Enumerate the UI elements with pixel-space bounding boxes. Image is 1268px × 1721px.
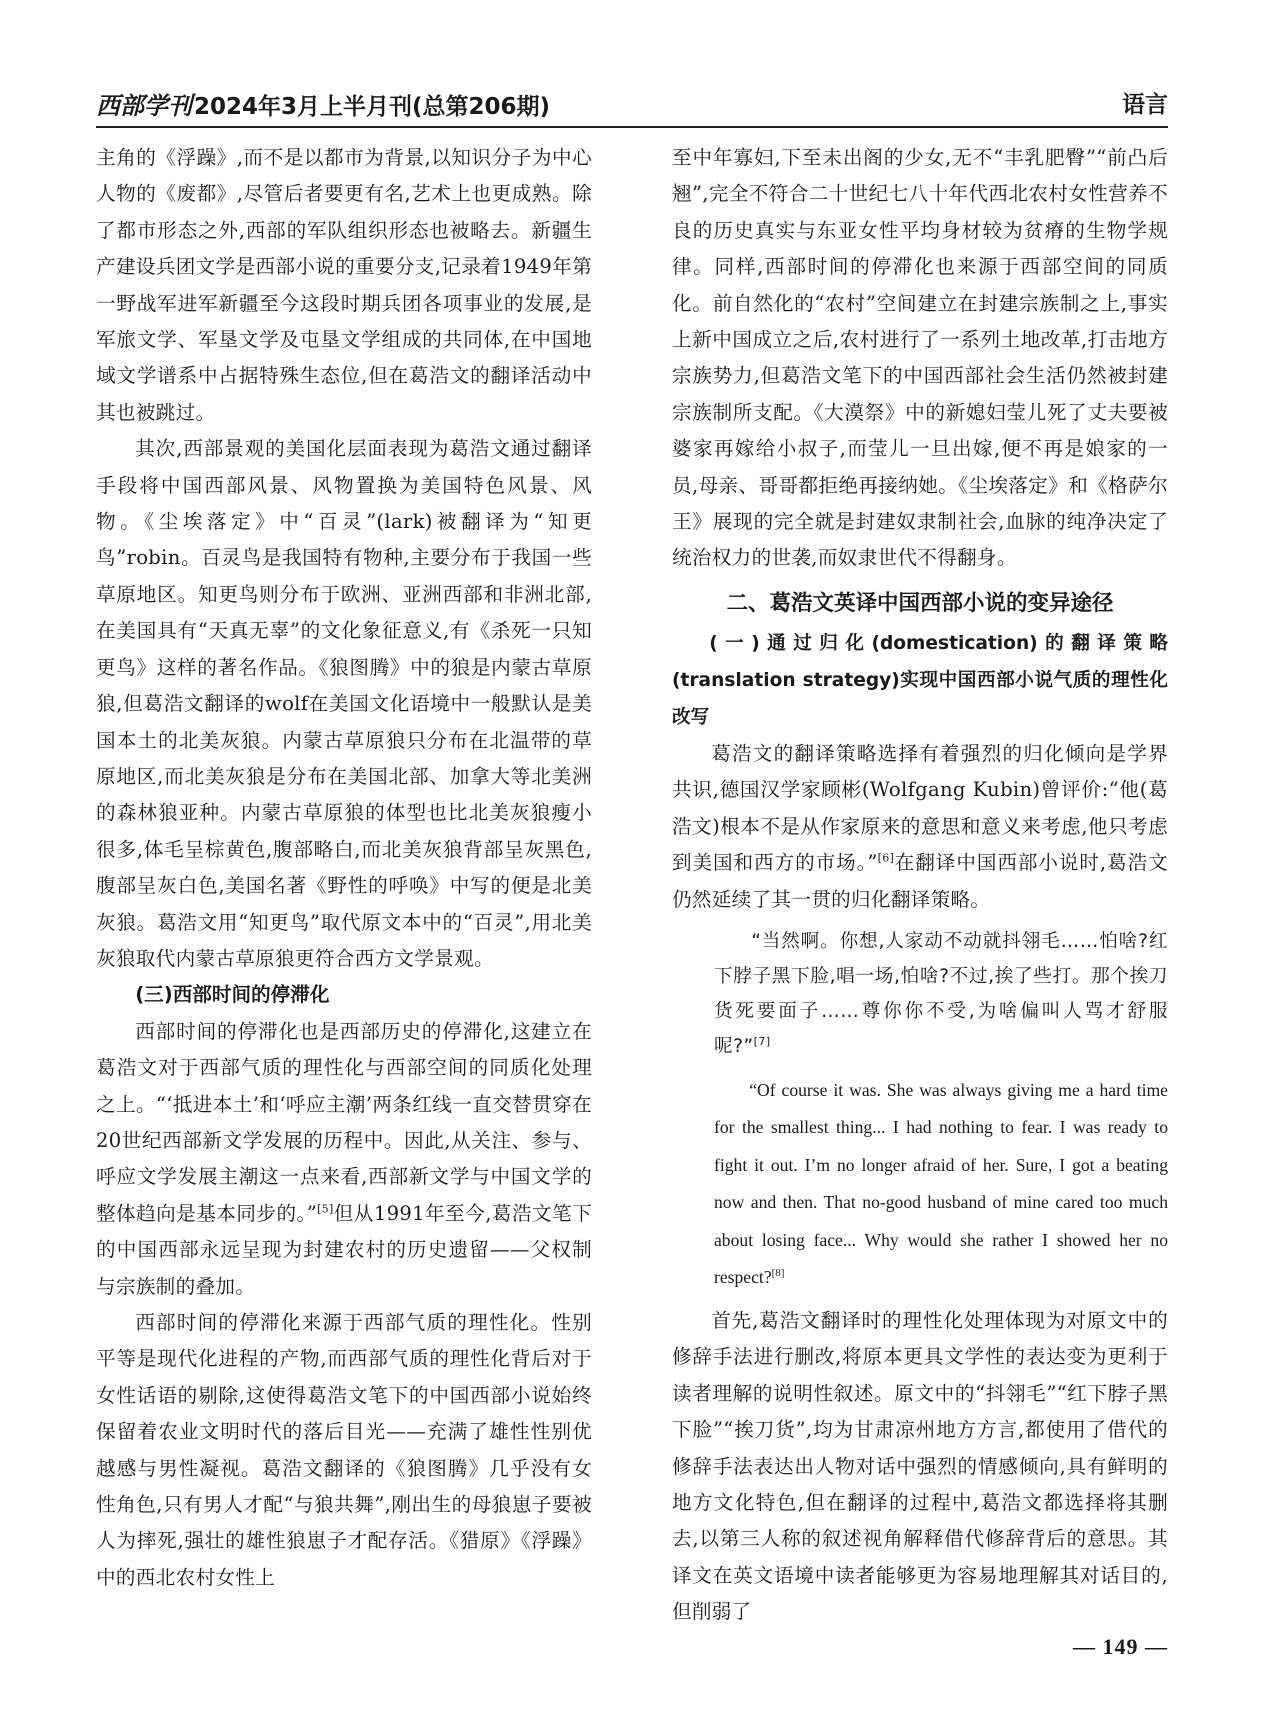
paragraph-domestication — [672, 736, 1168, 918]
page-number: — 149 — — [1073, 1634, 1168, 1659]
paragraph-gender: 西部时间的停滞化来源于西部气质的理性化。性别平等是现代化进程的产物,而西部气质的理性化背后对于女性话语的剔除,这使得葛浩文笔下的中国西部小说始终保留着农业文明时代的落后目光——充满了雄性性别优越感与男性凝视。葛浩文翻译的《狼图腾》几乎没有女性角色,只有男人才配“与狼共舞”,刚出生的母狼崽子要被人为摔死,强壮的雄性狼崽子才配存活。《猎原》《浮躁》中的西北农村女性上 — [96, 1311, 592, 1589]
left-column — [96, 140, 592, 1596]
paragraph-text-tail: 在翻译中国西部小说时,葛浩文仍然延续了其一贯的归化翻译策略。 — [672, 851, 1168, 911]
subsection-heading: (一)通过归化(domestication)的翻译策略(translation strategy)实现中国西部小说气质的理性化改写 — [672, 632, 1168, 728]
paragraph-rhetoric: 首先,葛浩文翻译时的理性化处理体现为对原文中的修辞手法进行删改,将原本更具文学性的表达变为更利于读者理解的说明性叙述。原文中的“抖翎毛”“红下脖子黑下脸”“挨刀货”,均为甘肃凉州地方方言,都使用了借代的修辞手法表达出人物对话中强烈的情感倾向,具有鲜明的地方文化特色,但在翻译的过程中,葛浩文都选择将其删去,以第三人称的叙述视角解释借代修辞背后的意思。其译文在英文语境中读者能够更为容易地理解其对话目的,但削弱了 — [672, 1308, 1168, 1624]
section-label: 语言 — [1122, 92, 1168, 118]
right-column — [672, 140, 1168, 1631]
section-heading: 二、葛浩文英译中国西部小说的变异途径 — [726, 590, 1114, 616]
running-header — [96, 84, 1168, 128]
paragraph-text-tail: 但从1991年至今,葛浩文笔下的中国西部永远呈现为封建农村的历史遗留——父权制与宗族制的叠加。 — [96, 1201, 592, 1298]
paragraph-continued: 主角的《浮躁》,而不是以都市为背景,以知识分子为中心人物的《废都》,尽管后者要更有名,艺术上也更成熟。除了都市形态之外,西部的军队组织形态也被略去。新疆生产建设兵团文学是西部小说的重要分支,记录着1949年第一野战军进军新疆至今这段时期兵团各项事业的发展,是军旅文学、军垦文学及屯垦文学组成的共同体,在中国地域文学谱系中占据特殊生态位,但在葛浩文的翻译活动中其也被跳过。 — [96, 146, 592, 424]
quote-chinese — [714, 924, 1168, 1064]
citation-ref: [5] — [317, 1202, 334, 1216]
citation-ref: [6] — [877, 851, 895, 865]
quote-text: “Of course it was. She was always giving me a hard time for the smallest thing... I had nothing to fear. I was ready to fight it out. I’m no longer afraid of her. Sure, I got a beating now and then. That no-good husband of mine cared too much about losing face... Why would she rather I showed her no respect? — [714, 1079, 1168, 1288]
journal-logo: 西部学刊 — [96, 91, 192, 120]
paragraph-text: 西部时间的停滞化也是西部历史的停滞化,这建立在葛浩文对于西部气质的理性化与西部空间的同质化处理之上。“‘抵进本土’和‘呼应主潮’两条红线一直交替贯穿在20世纪西部新文学发展的历程中。因此,从关注、参与、呼应文学发展主潮这一点来看,西部新文学与中国文学的整体趋向是基本同步的。” — [96, 1019, 592, 1225]
paragraph-text: 葛浩文的翻译策略选择有着强烈的归化倾向是学界共识,德国汉学家顾彬(Wolfgang Kubin)曾评价:“他(葛浩文)根本不是从作家原来的意思和意义来考虑,他只考虑到美国和西方的市场。” — [672, 741, 1168, 875]
quote-text: “当然啊。你想,人家动不动就抖翎毛……怕啥?红下脖子黑下脸,唱一场,怕啥?不过,挨了些打。那个挨刀货死要面子……尊你你不受,为啥偏叫人骂才舒服呢?” — [714, 930, 1168, 1057]
paragraph-landscape: 其次,西部景观的美国化层面表现为葛浩文通过翻译手段将中国西部风景、风物置换为美国特色风景、风物。《尘埃落定》中“百灵”(lark)被翻译为“知更鸟”robin。百灵鸟是我国特有物种,主要分布于我国一些草原地区。知更鸟则分布于欧洲、亚洲西部和非洲北部,在美国具有“天真无辜”的文化象征意义,有《杀死一只知更鸟》这样的著名作品。《狼图腾》中的狼是内蒙古草原狼,但葛浩文翻译的wolf在美国文化语境中一般默认是美国本土的北美灰狼。内蒙古草原狼只分布在北温带的草原地区,而北美灰狼是分布在美国北部、加拿大等北美洲的森林狼亚种。内蒙古草原狼的体型也比北美灰狼瘦小很多,体毛呈棕黄色,腹部略白,而北美灰狼背部呈灰黑色,腹部呈灰白色,美国名著《野性的呼唤》中写的便是北美灰狼。葛浩文用“知更鸟”取代原文本中的“百灵”,用北美灰狼取代内蒙古草原狼更符合西方文学景观。 — [96, 437, 592, 970]
citation-ref: [7] — [753, 1034, 771, 1048]
citation-ref: [8] — [771, 1267, 785, 1280]
paragraph-time-stagnation — [96, 1014, 592, 1305]
paragraph-continued: 至中年寡妇,下至未出阁的少女,无不“丰乳肥臀”“前凸后翘”,完全不符合二十世纪七八十年代西北农村女性营养不良的历史真实与东亚女性平均身材较为贫瘠的生物学规律。同样,西部时间的停滞化也来源于西部空间的同质化。前自然化的“农村”空间建立在封建宗族制之上,事实上新中国成立之后,农村进行了一系列土地改革,打击地方宗族势力,但葛浩文笔下的中国西部社会生活仍然被封建宗族制所支配。《大漠祭》中的新媳妇莹儿死了丈夫要被婆家再嫁给小叔子,而莹儿一旦出嫁,便不再是娘家的一员,母亲、哥哥都拒绝再接纳她。《尘埃落定》和《格萨尔王》展现的完全就是封建奴隶制社会,血脉的纯净决定了统治权力的世袭,而奴隶世代不得翻身。 — [672, 146, 1168, 570]
issue-label: 2024年3月上半月刊(总第206期) — [194, 94, 551, 120]
subsection-heading: (三)西部时间的停滞化 — [135, 983, 330, 1007]
journal-issue — [96, 86, 550, 121]
quote-english — [714, 1072, 1168, 1297]
